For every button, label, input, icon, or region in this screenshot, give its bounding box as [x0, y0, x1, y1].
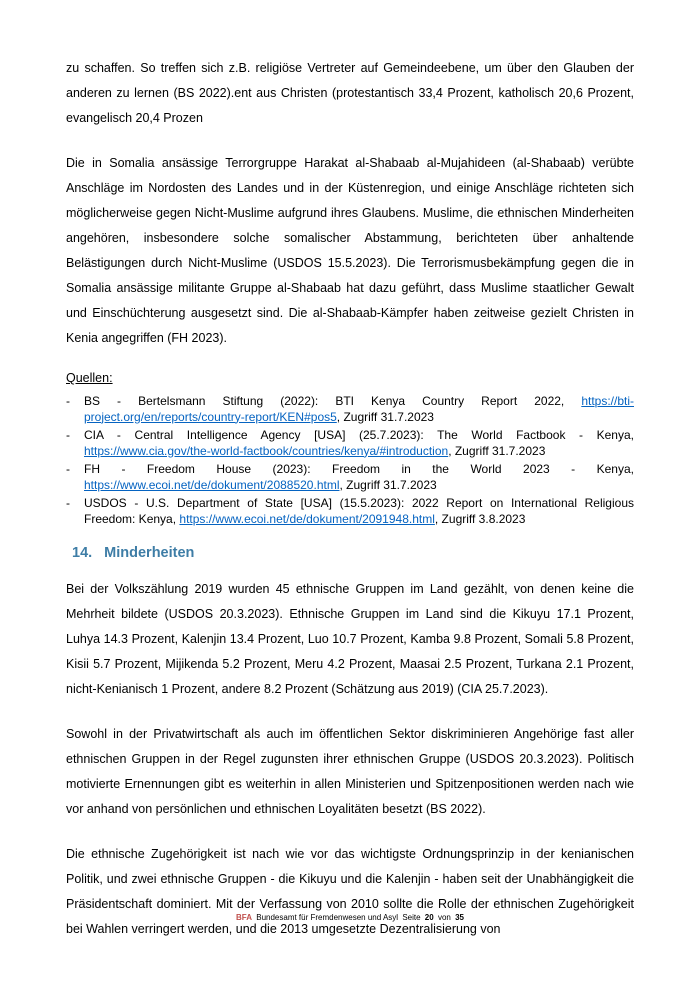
source-pre: FH - Freedom House (2023): Freedom in the World 2023 - Kenya,: [84, 462, 634, 476]
source-item-cia: [66, 428, 634, 459]
source-item-fh: [66, 462, 634, 493]
sources-list: [66, 394, 634, 527]
source-item-bs: [66, 394, 634, 425]
paragraph-ethnicity: Die ethnische Zugehörigkeit ist nach wie vor das wichtigste Ordnungsprinzip in der kenianischen Politik, und zwei ethnische Gruppen - die Kikuyu und die Kalenjin - haben seit der Unabhängigkeit die Präsidentschaft dominiert. Mit der Verfassung von 2010 sollte die Rolle der ethnischen Zugehörigkeit bei Wahlen verringert werden, und die 2013 umgesetzte Dezentralisierung von: [66, 847, 634, 936]
bullet-dash: -: [66, 496, 70, 510]
source-post: , Zugriff 31.7.2023: [448, 443, 546, 458]
source-post: , Zugriff 31.7.2023: [339, 477, 437, 492]
source-post: , Zugriff 31.7.2023: [336, 409, 434, 424]
footer-seite-label: Seite: [402, 913, 421, 922]
source-text: [84, 496, 634, 527]
bullet-dash: -: [66, 428, 70, 442]
source-pre: BS - Bertelsmann Stiftung (2022): BTI Kenya Country Report 2022,: [84, 394, 582, 408]
source-pre: CIA - Central Intelligence Agency [USA] (25.7.2023): The World Factbook - Kenya,: [84, 428, 634, 442]
footer-bfa-logo: BFA: [236, 913, 252, 922]
source-link[interactable]: https://bti-project.org/en/reports/country-report/KEN#pos5: [84, 394, 634, 424]
footer-von-label: von: [437, 913, 451, 922]
source-link[interactable]: https://www.ecoi.net/de/dokument/2091948.html: [179, 511, 435, 526]
footer-page-number: 20: [424, 913, 434, 922]
source-link[interactable]: https://www.ecoi.net/de/dokument/2088520.html: [84, 477, 340, 492]
paragraph-continuation: zu schaffen. So treffen sich z.B. religiöse Vertreter auf Gemeindeebene, um über den Glauben der anderen zu lernen (BS 2022).ent aus Christen (protestantisch 33,4 Prozent, katholisch 20,6 Prozent, evangelisch 20,4 Prozen: [66, 61, 634, 125]
bullet-dash: -: [66, 462, 70, 476]
page-footer: [0, 913, 700, 922]
source-post: , Zugriff 3.8.2023: [434, 511, 526, 526]
paragraph-census: Bei der Volkszählung 2019 wurden 45 ethnische Gruppen im Land gezählt, von denen keine die Mehrheit bildete (USDOS 20.3.2023). Ethnische Gruppen im Land sind die Kikuyu 17.1 Prozent, Luhya 14.3 Prozent, Kalenjin 13.4 Prozent, Luo 10.7 Prozent, Kamba 9.8 Prozent, Somali 5.8 Prozent, Kisii 5.7 Prozent, Mijikenda 5.2 Prozent, Meru 4.2 Prozent, Maasai 2.5 Prozent, Turkana 2.1 Prozent, nicht-Kenianisch 1 Prozent, andere 8.2 Prozent (Schätzung aus 2019) (CIA 25.7.2023).: [66, 582, 634, 696]
source-pre: USDOS - U.S. Department of State [USA] (15.5.2023): 2022 Report on International Religious Freedom: Kenya,: [84, 496, 634, 526]
section-heading-minderheiten: [72, 545, 634, 561]
paragraph-somalia-terror: Die in Somalia ansässige Terrorgruppe Harakat al-Shabaab al-Mujahideen (al-Shabaab) verübte Anschläge im Nordosten des Landes und in der Küstenregion, und einige Anschläge richteten sich möglicherweise gegen Nicht-Muslime aufgrund ihres Glaubens. Muslime, die ethnischen Minderheiten angehören, insbesondere solche somalischer Abstammung, berichteten über anhaltende Belästigungen durch Nicht-Muslime (USDOS 15.5.2023). Die Terrorismusbekämpfung gegen die in Somalia ansässige militante Gruppe al-Shabaab hat dazu geführt, dass Muslime staatlicher Gewalt und Einschüchterung ausgesetzt sind. Die al-Shabaab-Kämpfer haben zeitweise gezielt Christen in Kenia angegriffen (FH 2023).: [66, 156, 634, 345]
source-item-usdos: [66, 496, 634, 527]
section-title: Minderheiten: [104, 545, 195, 561]
sources-label: Quellen:: [66, 371, 113, 385]
bullet-dash: -: [66, 394, 70, 408]
paragraph-discrimination: Sowohl in der Privatwirtschaft als auch im öffentlichen Sektor diskriminieren Angehörige fast aller ethnischen Gruppen in der Regel zugunsten ihrer ethnischen Gruppe (USDOS 20.3.2023). Politisch motivierte Ernennungen gibt es weiterhin in allen Ministerien und Spitzenpositionen werden nach wie vor anhand von persönlichen und ethnischen Loyalitäten besetzt (BS 2022).: [66, 727, 634, 816]
section-number: 14.: [72, 545, 93, 561]
source-text: [84, 394, 634, 425]
source-text: [84, 462, 634, 493]
footer-total-pages: 35: [455, 913, 464, 922]
source-text: [84, 428, 634, 459]
source-link[interactable]: https://www.cia.gov/the-world-factbook/countries/kenya/#introduction: [84, 443, 449, 458]
footer-org-name: Bundesamt für Fremdenwesen und Asyl: [256, 913, 399, 922]
